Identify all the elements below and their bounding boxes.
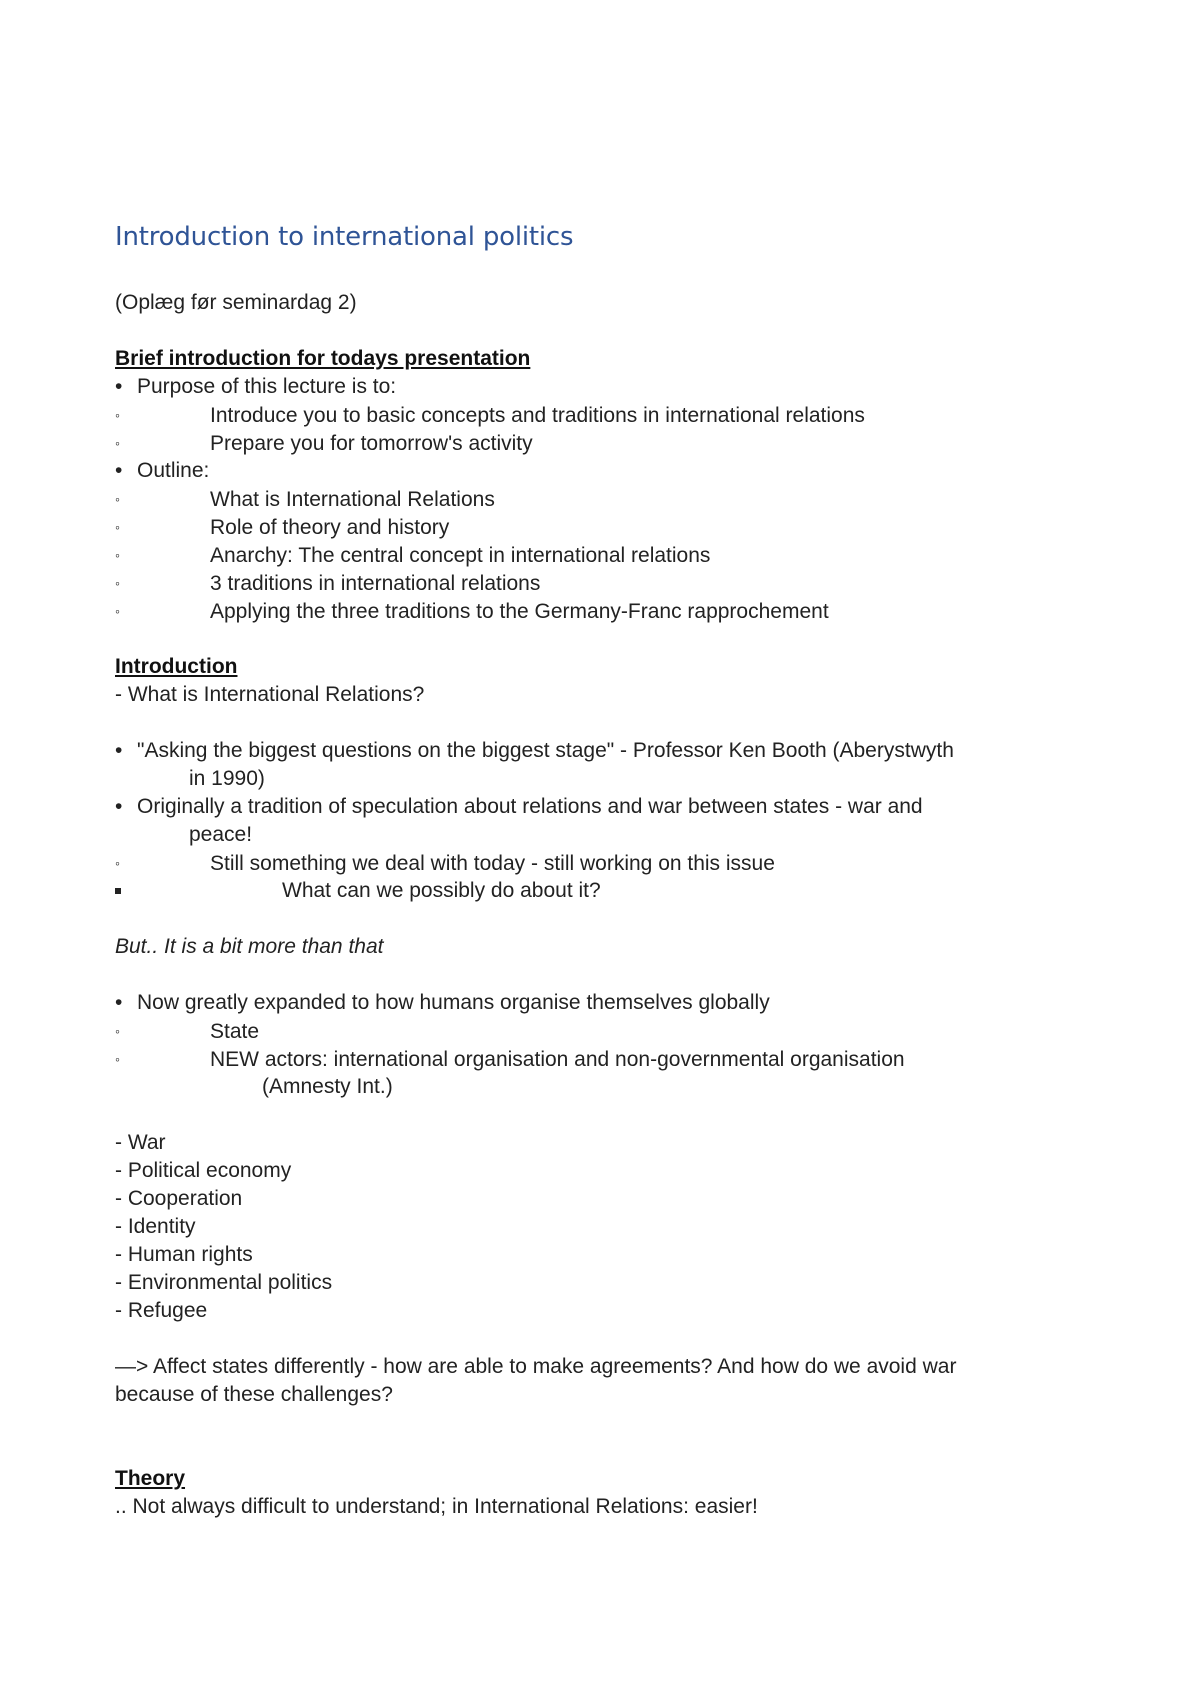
subsub-list-item xyxy=(115,877,601,905)
sub-list-item xyxy=(115,1045,905,1074)
circle-marker: ◦ xyxy=(115,547,120,563)
conclusion-line: —> Affect states differently - how are able to make agreements? And how do we avoid war xyxy=(115,1355,957,1378)
italic-note: But.. It is a bit more than that xyxy=(115,935,384,958)
circle-marker: ◦ xyxy=(115,575,120,591)
list-item-text: "Asking the biggest questions on the biggest stage" - Professor Ken Booth (Aberystwyth xyxy=(137,739,954,762)
sub-list-item-continuation: (Amnesty Int.) xyxy=(262,1075,393,1098)
list-item-continuation: in 1990) xyxy=(189,767,265,790)
sub-list-item xyxy=(115,485,495,514)
list-item-text: Purpose of this lecture is to: xyxy=(137,375,397,398)
theory-text: .. Not always difficult to understand; in International Relations: easier! xyxy=(115,1495,758,1518)
list-item-text: Originally a tradition of speculation about relations and war between states - war and xyxy=(137,795,923,818)
circle-marker: ◦ xyxy=(115,603,120,619)
list-item xyxy=(115,373,396,401)
list-item-continuation: peace! xyxy=(189,823,253,846)
section-heading-introduction: Introduction xyxy=(115,655,238,678)
circle-marker: ◦ xyxy=(115,1023,120,1039)
bullet-marker: • xyxy=(115,739,123,762)
sub-list-item-text: NEW actors: international organisation and non-governmental organisation xyxy=(210,1048,905,1071)
subsub-list-item-text: What can we possibly do about it? xyxy=(282,879,601,902)
sub-list-item xyxy=(115,1017,259,1046)
sub-list-item xyxy=(115,597,829,626)
topic-item: - Identity xyxy=(115,1215,196,1238)
list-item xyxy=(115,989,770,1017)
conclusion-line: because of these challenges? xyxy=(115,1383,393,1406)
circle-marker: ◦ xyxy=(115,519,120,535)
list-item-text: Outline: xyxy=(137,459,210,482)
bullet-marker: • xyxy=(115,795,123,818)
sub-list-item-text: 3 traditions in international relations xyxy=(210,572,541,595)
circle-marker: ◦ xyxy=(115,855,120,871)
square-bullet-icon xyxy=(115,888,121,894)
section-heading-theory: Theory xyxy=(115,1467,186,1490)
document-title: Introduction to international politics xyxy=(115,222,574,252)
square-marker xyxy=(115,877,282,905)
sub-list-item-text: State xyxy=(210,1020,260,1043)
sub-list-item xyxy=(115,513,449,542)
topic-item: - Cooperation xyxy=(115,1187,243,1210)
list-item-text: Now greatly expanded to how humans organise themselves globally xyxy=(137,991,770,1014)
bullet-marker: • xyxy=(115,991,123,1014)
sub-list-item-text: Still something we deal with today - still working on this issue xyxy=(210,852,775,875)
sub-list-item-text: Applying the three traditions to the Germany-Franc rapprochement xyxy=(210,600,829,623)
bullet-marker: • xyxy=(115,459,123,482)
topic-item: - War xyxy=(115,1131,166,1154)
topic-item: - Human rights xyxy=(115,1243,253,1266)
list-item xyxy=(115,457,209,485)
list-item xyxy=(115,793,923,821)
circle-marker: ◦ xyxy=(115,491,120,507)
sub-list-item-text: Prepare you for tomorrow's activity xyxy=(210,432,533,455)
list-item xyxy=(115,737,954,765)
topic-item: - Political economy xyxy=(115,1159,292,1182)
bullet-marker: • xyxy=(115,375,123,398)
section-heading-brief-intro: Brief introduction for todays presentation xyxy=(115,347,531,370)
sub-list-item xyxy=(115,849,775,878)
circle-marker: ◦ xyxy=(115,435,120,451)
sub-list-item xyxy=(115,569,540,598)
sub-list-item-text: Introduce you to basic concepts and traditions in international relations xyxy=(210,404,865,427)
sub-list-item-text: What is International Relations xyxy=(210,488,495,511)
sub-list-item xyxy=(115,541,710,570)
sub-list-item-text: Anarchy: The central concept in international relations xyxy=(210,544,711,567)
intro-question: - What is International Relations? xyxy=(115,683,425,706)
sub-list-item-text: Role of theory and history xyxy=(210,516,450,539)
topic-item: - Environmental politics xyxy=(115,1271,333,1294)
circle-marker: ◦ xyxy=(115,407,120,423)
circle-marker: ◦ xyxy=(115,1051,120,1067)
sub-list-item xyxy=(115,401,865,430)
document-subtitle: (Oplæg før seminardag 2) xyxy=(115,291,357,314)
topic-item: - Refugee xyxy=(115,1299,208,1322)
sub-list-item xyxy=(115,429,533,458)
